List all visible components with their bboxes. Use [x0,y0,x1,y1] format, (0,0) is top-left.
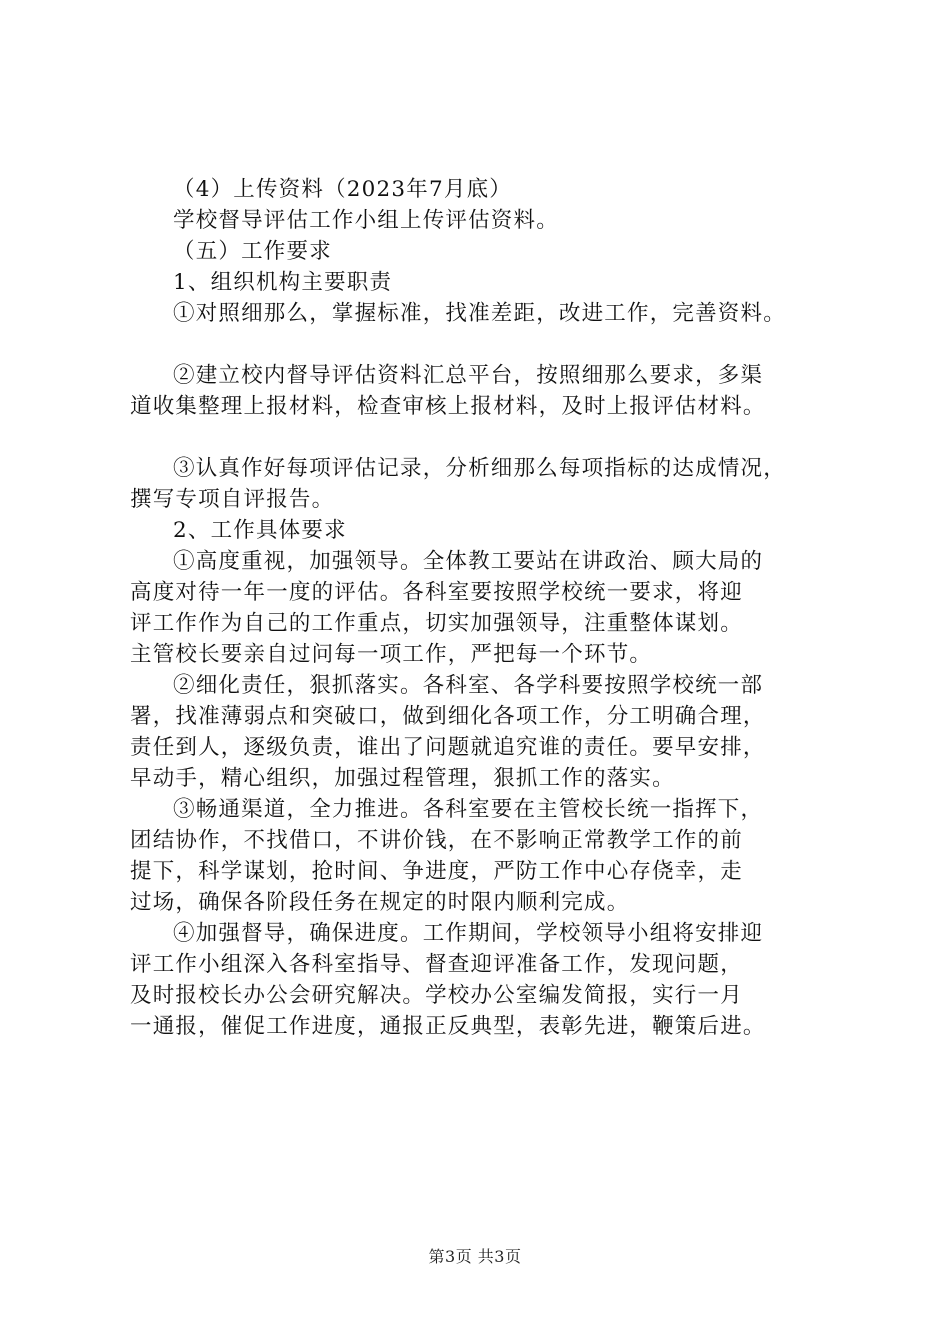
document-body [130,174,850,1042]
paragraph-line: 主管校长要亲自过问每一项工作，严把每一个环节。 [130,642,653,667]
paragraph-line: ③认真作好每项评估记录，分析细那么每项指标的达成情况， [173,456,786,481]
section-heading: （五）工作要求 [173,239,332,264]
paragraph-line: 道收集整理上报材料，检查审核上报材料，及时上报评估材料。 [130,394,766,419]
paragraph-line: 评工作作为自己的工作重点，切实加强领导，注重整体谋划。 [130,611,743,636]
paragraph-line: ②细化责任，狠抓落实。各科室、各学科要按照学校统一部 [173,673,764,698]
paragraph-line: ①对照细那么，掌握标准，找准差距，改进工作，完善资料。 [173,301,786,326]
subsection-heading: 1、组织机构主要职责 [173,270,393,295]
paragraph-line: 撰写专项自评报告。 [130,487,335,512]
paragraph-line: 责任到人，逐级负责，谁出了问题就追究谁的责任。要早安排， [130,735,766,760]
paragraph-line: 团结协作，不找借口，不讲价钱，在不影响正常教学工作的前 [130,828,743,853]
paragraph-line: 早动手，精心组织，加强过程管理，狠抓工作的落实。 [130,766,675,791]
paragraph-line: 高度对待一年一度的评估。各科室要按照学校统一要求，将迎 [130,580,743,605]
paragraph-line: 学校督导评估工作小组上传评估资料。 [173,208,559,233]
blank-line [130,329,850,360]
paragraph-line: ①高度重视，加强领导。全体教工要站在讲政治、顾大局的 [173,549,764,574]
paragraph-line: 及时报校长办公会研究解决。学校办公室编发简报，实行一月 [130,983,743,1008]
paragraph-line: ③畅通渠道，全力推进。各科室要在主管校长统一指挥下， [173,797,764,822]
page-number-footer: 第3页 共3页 [428,1247,522,1266]
paragraph-line: 一通报，催促工作进度，通报正反典型，表彰先进，鞭策后进。 [130,1014,766,1039]
paragraph-line: ④加强督导，确保进度。工作期间，学校领导小组将安排迎 [173,921,764,946]
paragraph-line: 过场，确保各阶段任务在规定的时限内顺利完成。 [130,890,630,915]
blank-line [130,422,850,453]
subsection-heading: 2、工作具体要求 [173,518,347,543]
paragraph-line: 评工作小组深入各科室指导、督查迎评准备工作，发现问题， [130,952,743,977]
subsection-heading: （4）上传资料（2023年7月底） [173,177,512,202]
paragraph-line: 署，找准薄弱点和突破口，做到细化各项工作，分工明确合理， [130,704,766,729]
paragraph-line: ②建立校内督导评估资料汇总平台，按照细那么要求，多渠 [173,363,764,388]
paragraph-line: 提下，科学谋划，抢时间、争进度，严防工作中心存侥幸，走 [130,859,743,884]
